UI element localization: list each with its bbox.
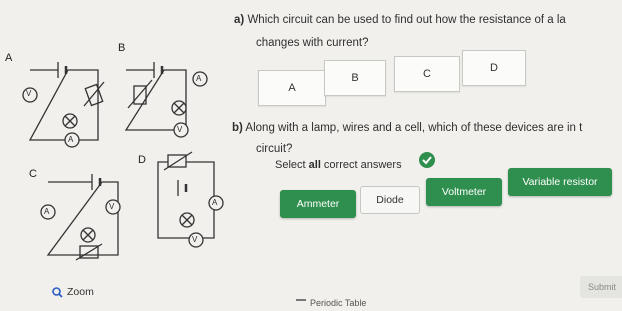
option-b-box[interactable]: B [324, 60, 386, 96]
ammeter-button[interactable]: Ammeter [280, 190, 356, 218]
circuit-c-label: C [29, 168, 37, 180]
ammeter-icon: A [196, 74, 202, 83]
option-d-box[interactable]: D [462, 50, 526, 86]
circuit-d-label: D [138, 154, 146, 166]
ammeter-icon: A [68, 135, 74, 144]
periodic-table-button[interactable] [296, 298, 366, 308]
diode-button[interactable]: Diode [360, 186, 420, 214]
option-a-box[interactable]: A [258, 70, 326, 106]
variable-resistor-button[interactable]: Variable resistor [508, 168, 612, 196]
ammeter-icon: A [44, 207, 50, 216]
circuit-a [23, 62, 104, 147]
question-a-text: Which circuit can be used to find out how the resistance of a la [247, 14, 566, 26]
question-a-letter: a) [234, 14, 245, 26]
option-c-box[interactable]: C [394, 56, 460, 92]
circuit-c [41, 174, 120, 260]
question-a-line1 [234, 14, 566, 26]
question-b-line1 [232, 122, 582, 134]
table-icon [296, 299, 306, 307]
submit-button[interactable]: Submit [580, 276, 622, 298]
question-a-line2: changes with current? [256, 37, 369, 49]
circuit-b-label: B [118, 42, 126, 54]
check-icon [418, 151, 436, 169]
voltmeter-icon: V [26, 89, 32, 98]
question-b-text: Along with a lamp, wires and a cell, which of these devices are in t [245, 122, 583, 134]
zoom-label: Zoom [67, 286, 94, 298]
periodic-table-label: Periodic Table [310, 298, 367, 308]
search-icon [52, 287, 63, 298]
voltmeter-icon: V [109, 202, 115, 211]
voltmeter-icon: V [177, 125, 183, 134]
voltmeter-button[interactable]: Voltmeter [426, 178, 502, 206]
question-b-line2: circuit? [256, 143, 293, 155]
question-b-letter: b) [232, 122, 243, 134]
ammeter-icon: A [212, 198, 218, 207]
zoom-button[interactable] [52, 286, 94, 298]
circuit-b [126, 62, 207, 137]
voltmeter-icon: V [192, 235, 198, 244]
select-instruction: Select all correct answers [275, 159, 402, 171]
circuit-a-label: A [5, 52, 13, 64]
